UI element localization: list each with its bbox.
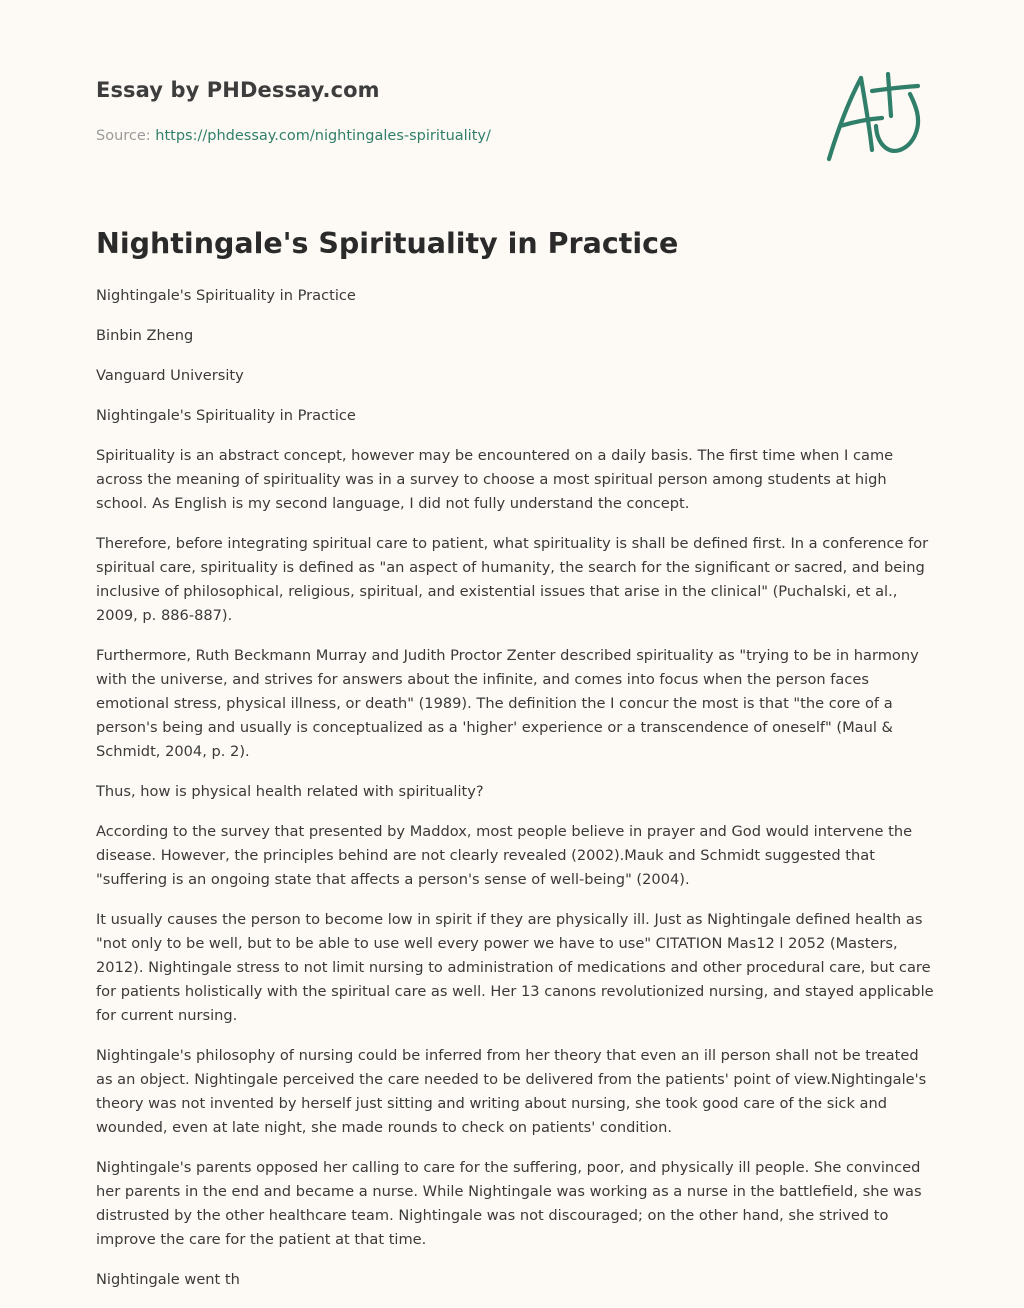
paragraph: Furthermore, Ruth Beckmann Murray and Judith Proctor Zenter described spirituality as "trying to be in harmony with the universe, and strives for answers about the infinite, and comes into focus when the person faces emotional stress, physical illness, or death" (1989). The definition the I concur the most is that "the core of a person's being and usually is conceptualized as a 'higher' experience or a transcendence of oneself" (Maul & Schmidt, 2004, p. 2). <box>96 647 919 760</box>
brand-title: Essay by PHDessay.com <box>96 78 380 102</box>
paragraph: Binbin Zheng <box>96 327 194 344</box>
paragraph: Vanguard University <box>96 367 244 384</box>
essay-body <box>96 284 936 1308</box>
essay-title: Nightingale's Spirituality in Practice <box>96 227 679 260</box>
paragraph: Nightingale's Spirituality in Practice <box>96 407 356 424</box>
paragraph: According to the survey that presented by Maddox, most people believe in prayer and God would intervene the disease. However, the principles behind are not clearly revealed (2002).Mauk and Schmidt suggested that "suffering is an ongoing state that affects a person's sense of well-being" (2004). <box>96 823 913 888</box>
paragraph: Spirituality is an abstract concept, however may be encountered on a daily basis. The first time when I came across the meaning of spirituality was in a survey to choose a most spiritual person among students at high school. As English is my second language, I did not fully understand the concept. <box>96 447 894 512</box>
source-link[interactable]: https://phdessay.com/nightingales-spirituality/ <box>155 128 491 144</box>
essay-header <box>96 76 796 146</box>
source-line <box>96 126 796 146</box>
paragraph: It usually causes the person to become low in spirit if they are physically ill. Just as Nightingale defined health as "not only to be well, but to be able to use well every power we have to use" CITATION Mas12 l 2052 (Masters, 2012). Nightingale stress to not limit nursing to administration of medications and other procedural care, but care for patients holistically with the spiritual care as well. Her 13 canons revolutionized nursing, and stayed applicable for current nursing. <box>96 911 934 1024</box>
source-label: Source: <box>96 128 151 144</box>
a-plus-logo-icon <box>820 66 930 166</box>
paragraph: Nightingale went th <box>96 1271 240 1288</box>
paragraph: Thus, how is physical health related with spirituality? <box>96 783 484 800</box>
paragraph: Therefore, before integrating spiritual care to patient, what spirituality is shall be defined first. In a conference for spiritual care, spirituality is defined as "an aspect of humanity, the search for the significant or sacred, and being inclusive of philosophical, religious, spiritual, and existential issues that arise in the clinical" (Puchalski, et al., 2009, p. 886-887). <box>96 535 929 624</box>
paragraph: Nightingale's Spirituality in Practice <box>96 287 356 304</box>
paragraph: Nightingale's parents opposed her calling to care for the suffering, poor, and physically ill people. She convinced her parents in the end and became a nurse. While Nightingale was working as a nurse in the battlefield, she was distrusted by the other healthcare team. Nightingale was not discouraged; on the other hand, she strived to improve the care for the patient at that time. <box>96 1159 922 1248</box>
paragraph: Nightingale's philosophy of nursing could be inferred from her theory that even an ill person shall not be treated as an object. Nightingale perceived the care needed to be delivered from the patients' point of view.Nightingale's theory was not invented by herself just sitting and writing about nursing, she took good care of the sick and wounded, even at late night, she made rounds to check on patients' condition. <box>96 1047 927 1136</box>
